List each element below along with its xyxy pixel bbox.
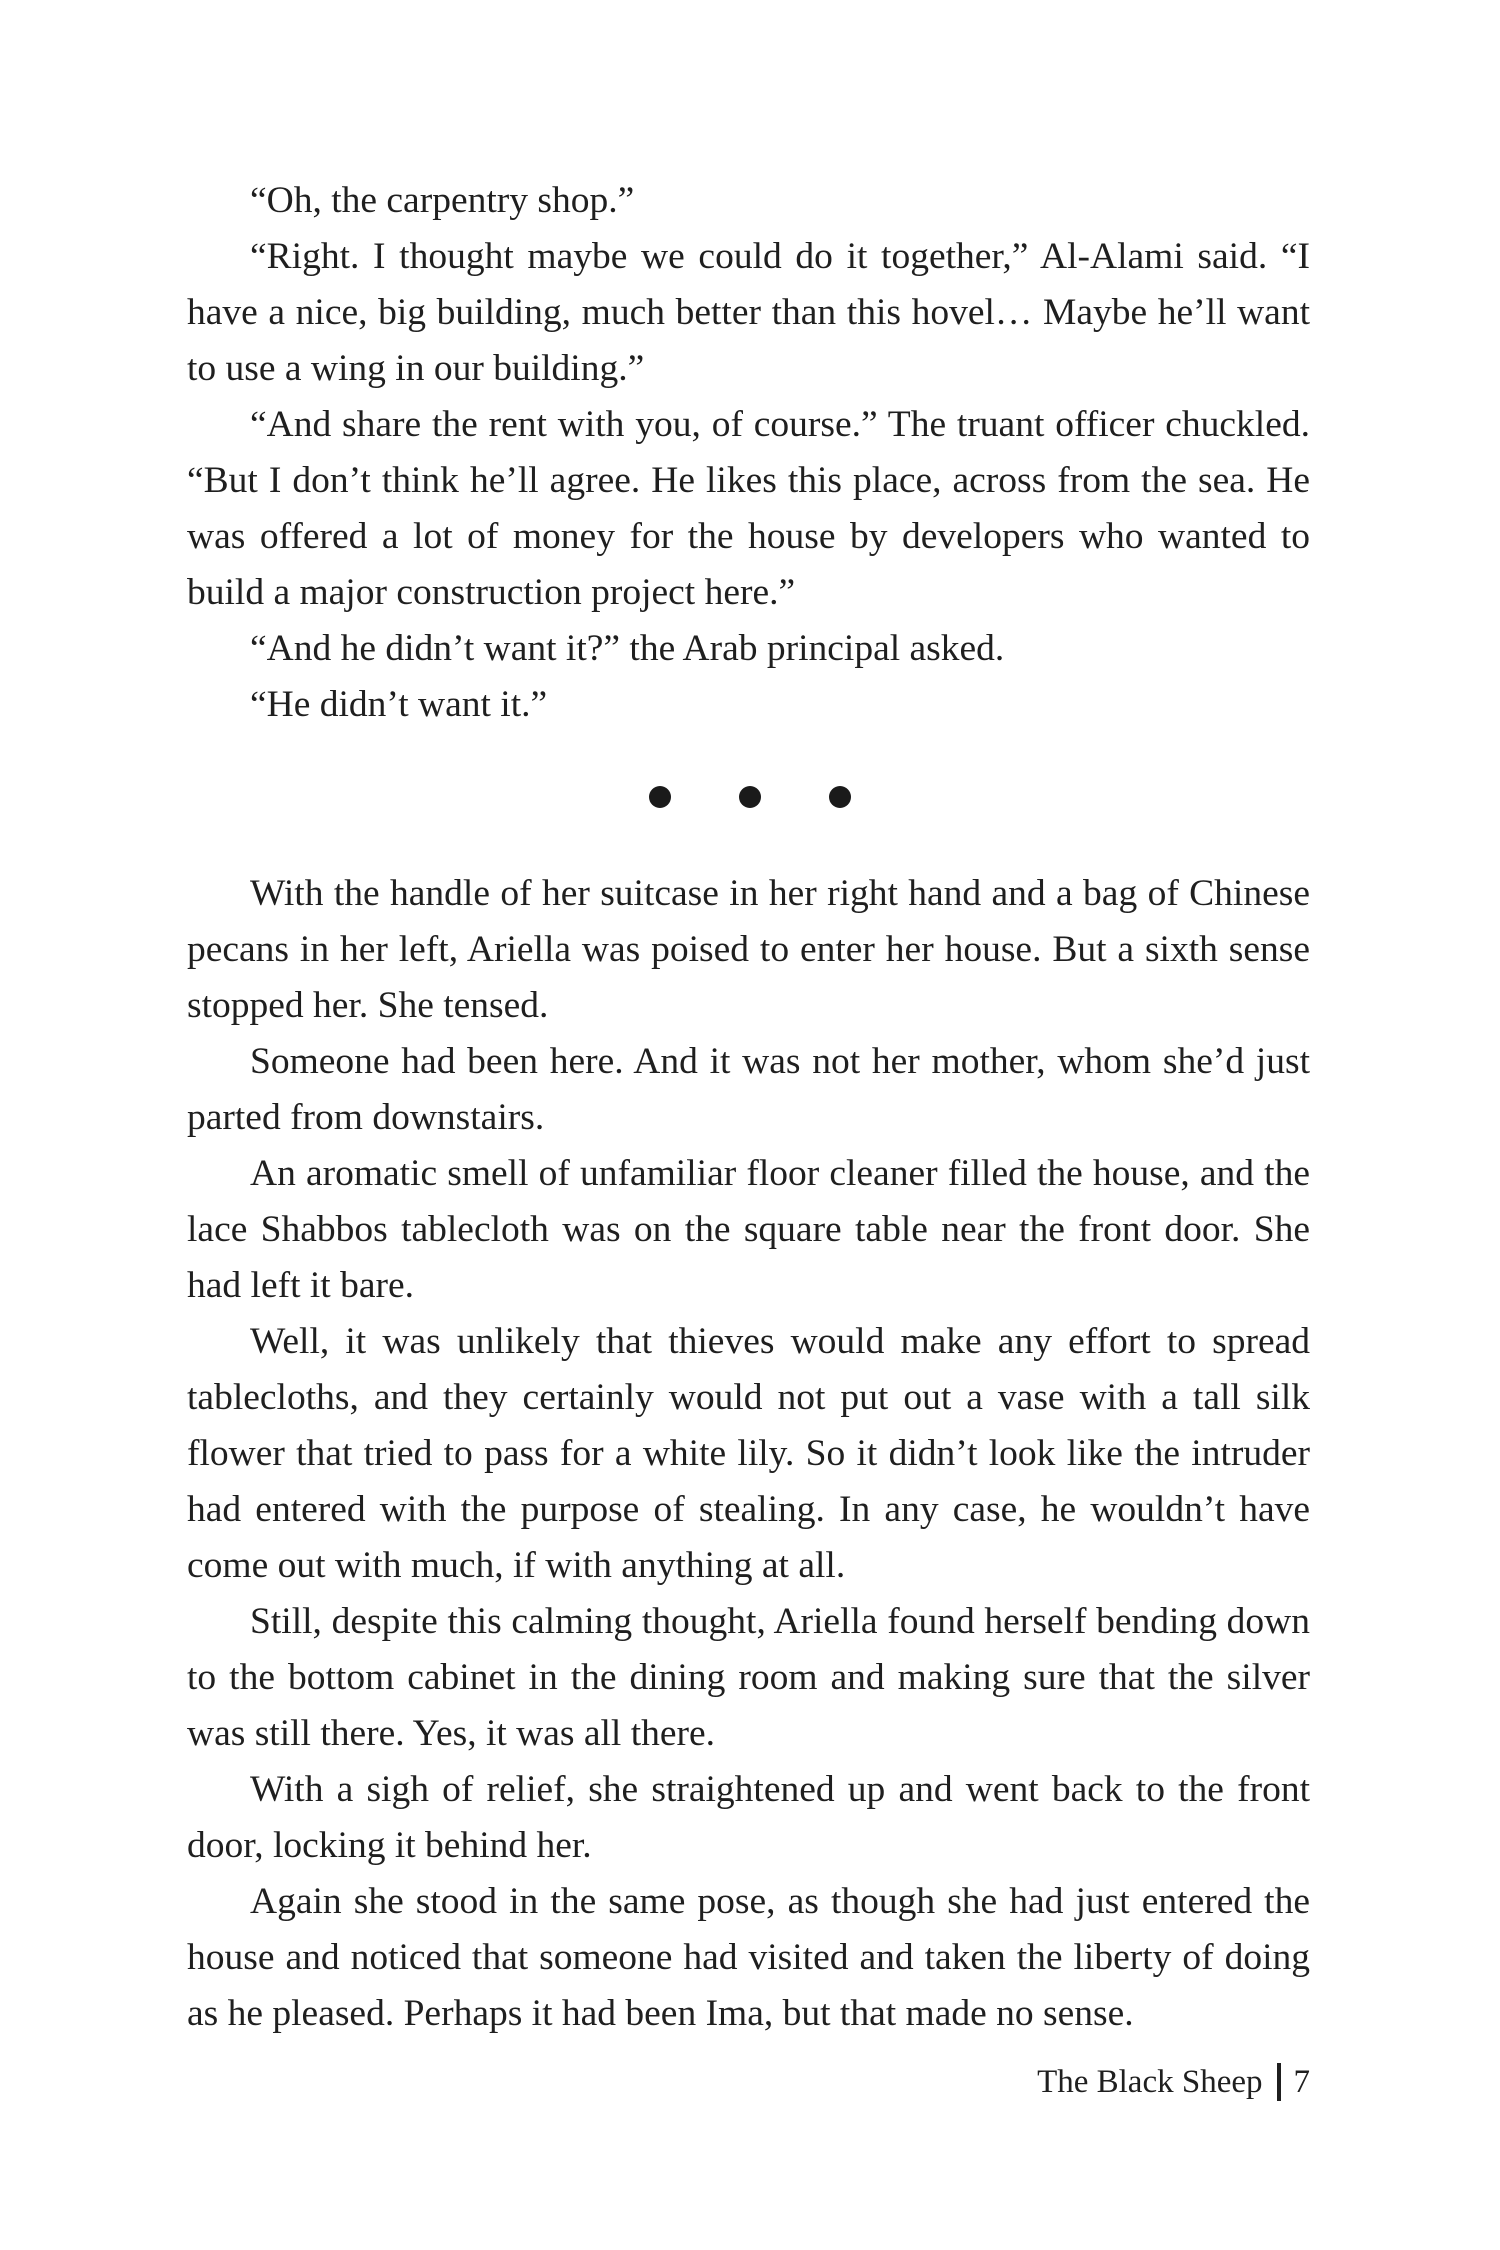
text-block-bottom <box>187 866 1310 2042</box>
paragraph: Again she stood in the same pose, as though she had just entered the house and noticed that someone had visited and taken the liberty of doing as he pleased. Perhaps it had been Ima, but that made no sense. <box>187 1881 1310 2034</box>
scene-break <box>0 786 1500 816</box>
paragraph: “And share the rent with you, of course.” The truant officer chuckled. “But I don’t think he’ll agree. He likes this place, across from the sea. He was offered a lot of money for the house by developers who wanted to build a major construction project here.” <box>187 404 1310 613</box>
scene-break-dot <box>739 786 761 808</box>
scene-break-dot <box>649 786 671 808</box>
page-number: 7 <box>1293 2064 1310 2100</box>
paragraph: With a sigh of relief, she straightened up and went back to the front door, locking it behind her. <box>187 1769 1310 1866</box>
text-block-top <box>187 173 1310 733</box>
scene-break-dot <box>829 786 851 808</box>
paragraph: Still, despite this calming thought, Ariella found herself bending down to the bottom cabinet in the dining room and making sure that the silver was still there. Yes, it was all there. <box>187 1601 1310 1754</box>
paragraph: With the handle of her suitcase in her right hand and a bag of Chinese pecans in her left, Ariella was poised to enter her house. But a sixth sense stopped her. She tensed. <box>187 873 1310 1026</box>
paragraph: “Oh, the carpentry shop.” <box>250 180 635 221</box>
paragraph: Someone had been here. And it was not her mother, whom she’d just parted from downstairs. <box>187 1041 1310 1138</box>
page-footer <box>1037 2060 1310 2104</box>
running-title: The Black Sheep <box>1037 2064 1263 2100</box>
paragraph: Well, it was unlikely that thieves would make any effort to spread tablecloths, and they certainly would not put out a vase with a tall silk flower that tried to pass for a white lily. So it didn’t look like the intruder had entered with the purpose of stealing. In any case, he wouldn’t have come out with much, if with anything at all. <box>187 1321 1310 1586</box>
paragraph: “He didn’t want it.” <box>250 684 548 725</box>
paragraph: “Right. I thought maybe we could do it together,” Al-Alami said. “I have a nice, big building, much better than this hovel… Maybe he’ll want to use a wing in our building.” <box>187 236 1310 389</box>
paragraph: An aromatic smell of unfamiliar floor cleaner filled the house, and the lace Shabbos tablecloth was on the square table near the front door. She had left it bare. <box>187 1153 1310 1306</box>
paragraph: “And he didn’t want it?” the Arab principal asked. <box>250 628 1005 669</box>
footer-divider <box>1277 2063 1281 2101</box>
